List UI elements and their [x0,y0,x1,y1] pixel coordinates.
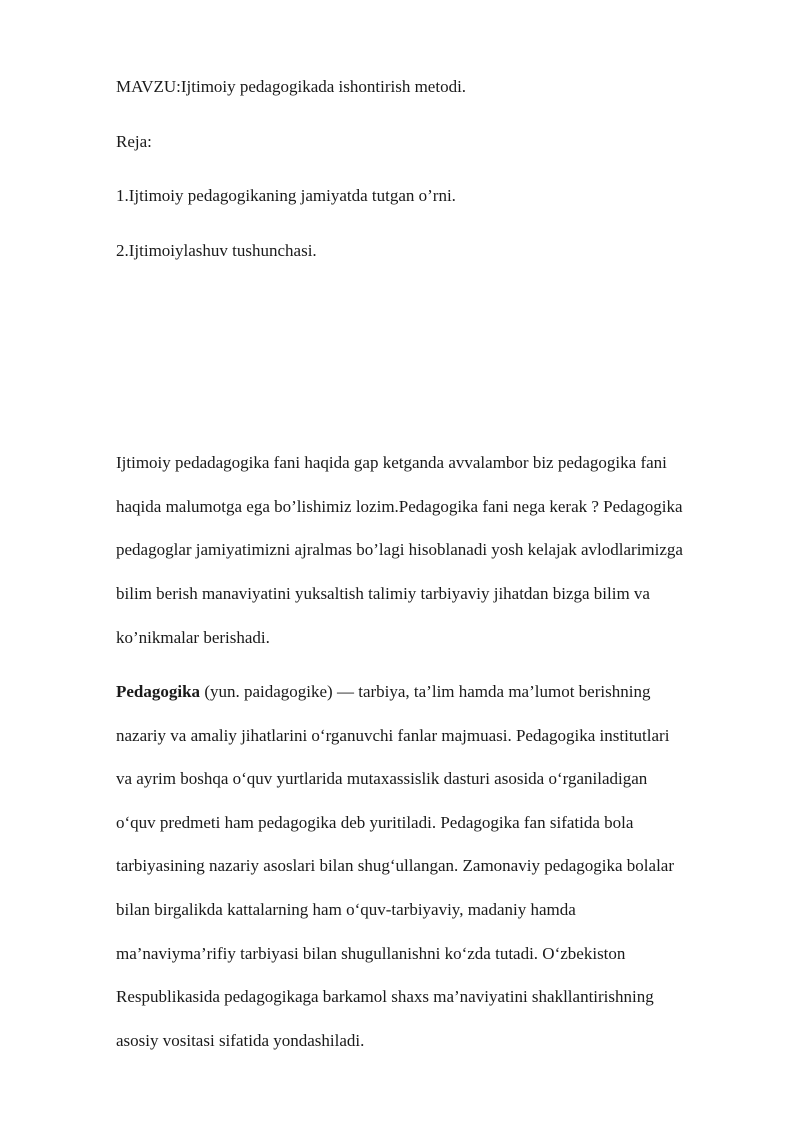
paragraph-line: bilan birgalikda kattalarning ham o‘quv-tarbiyaviy, madaniy hamda [116,899,576,919]
plan-item-2: 2.Ijtimoiylashuv tushunchasi. [116,241,317,260]
paragraph-line: ko’nikmalar berishadi. [116,627,270,647]
paragraph-line: bilim berish manaviyatini yuksaltish talimiy tarbiyaviy jihatdan bizga bilim va [116,584,650,604]
paragraph-line: o‘quv predmeti ham pedagogika deb yuritiladi. Pedagogika fan sifatida bola [116,812,634,832]
definition-paragraph [116,682,756,1074]
paragraph-line [116,682,756,702]
paragraph-line: Ijtimoiy pedadagogika fani haqida gap ketganda avvalambor biz pedagogika fani [116,453,667,472]
paragraph-line: haqida malumotga ega bo’lishimiz lozim.Pedagogika fani nega kerak ? Pedagogika [116,496,683,516]
definition-text: (yun. paidagogike) — tarbiya, ta’lim hamda ma’lumot berishning [200,682,651,701]
plan-item-1: 1.Ijtimoiy pedagogikaning jamiyatda tutgan o’rni. [116,186,456,205]
plan-heading: Reja: [116,132,152,151]
document-title: MAVZU:Ijtimoiy pedagogikada ishontirish metodi. [116,77,467,96]
paragraph-line: asosiy vositasi sifatida yondashiladi. [116,1030,365,1050]
paragraph-line: pedagoglar jamiyatimizni ajralmas bo’lagi hisoblanadi yosh kelajak avlodlarimizga [116,540,683,560]
paragraph-line: va ayrim boshqa o‘quv yurtlarida mutaxassislik dasturi asosida o‘rganiladigan [116,769,648,789]
intro-paragraph [116,453,756,648]
paragraph-line: Respublikasida pedagogikaga barkamol shaxs ma’naviyatini shakllantirishning [116,987,654,1007]
paragraph-line: ma’naviyma’rifiy tarbiyasi bilan shugullanishni ko‘zda tutadi. O‘zbekiston [116,943,626,963]
paragraph-line: nazariy va amaliy jihatlarini o‘rganuvchi fanlar majmuasi. Pedagogika institutlari [116,725,670,745]
defined-term: Pedagogika [116,682,201,701]
paragraph-line: tarbiyasining nazariy asoslari bilan shug‘ullangan. Zamonaviy pedagogika bolalar [116,856,674,876]
